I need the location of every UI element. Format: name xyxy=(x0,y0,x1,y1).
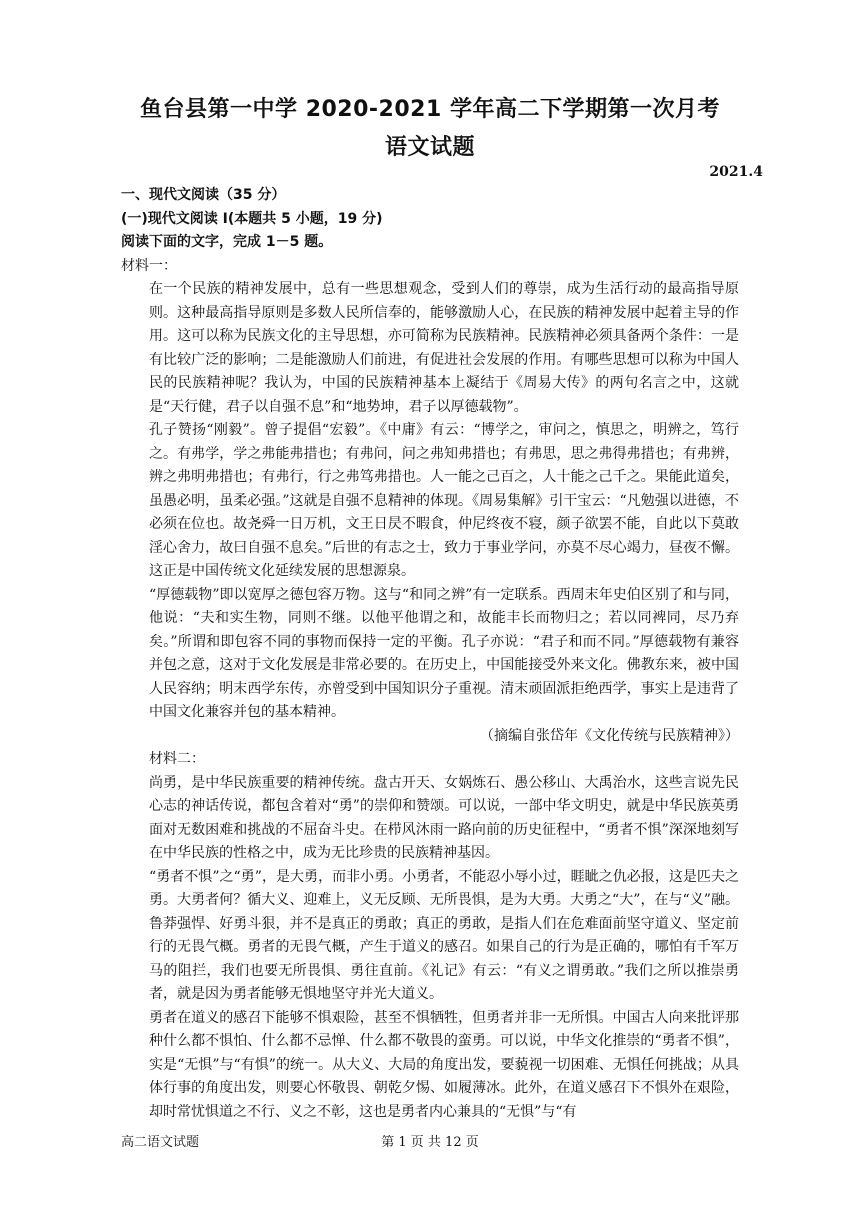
material-1-paragraph-3: “厚德载物”即以宽厚之德包容万物。这与“和同之辨”有一定联系。西周末年史伯区别了和与同，他说：“夫和实生物，同则不继。以他平他谓之和，故能丰长而物归之；若以同裨同，尽乃弃矣。”所谓和即包容不同的事物而保持一定的平衡。孔子亦说：“君子和而不同。”厚德载物有兼容并包之意，这对于文化发展是非常必要的。在历史上，中国能接受外来文化。佛教东来，被中国人民容纳；明末西学东传，亦曾受到中国知识分子重视。清末顽固派拒绝西学，事实上是违背了中国文化兼容并包的基本精神。 xyxy=(149,586,739,720)
exam-subtitle: 语文试题 xyxy=(384,135,475,160)
material-2-label: 材料二： xyxy=(149,751,205,767)
document-body xyxy=(121,184,739,1124)
sub-section-heading: (一)现代文阅读 I(本题共 5 小题，19 分) xyxy=(121,210,383,227)
material-1-paragraph-1: 在一个民族的精神发展中，总有一些思想观念，受到人们的尊崇，成为生活行动的最高指导原则。这种最高指导原则是多数人民所信奉的，能够激励人心，在民族的精神发展中起着主导的作用。这可以称为民族文化的主导思想，亦可简称为民族精神。民族精神必须具备两个条件：一是有比较广泛的影响；二是能激励人们前进，有促进社会发展的作用。有哪些思想可以称为中国人民的民族精神呢？我认为，中国的民族精神基本上凝结于《周易大传》的两句名言之中，这就是“天行健，君子以自强不息”和“地势坤，君子以厚德载物”。 xyxy=(149,281,739,415)
material-1-source: （摘编自张岱年《文化传统与民族精神》） xyxy=(480,727,739,744)
material-1-label: 材料一： xyxy=(121,257,177,274)
section-heading: 一、现代文阅读（35 分） xyxy=(121,187,286,203)
material-1-paragraph-2: 孔子赞扬“刚毅”。曾子提倡“宏毅”。《中庸》有云：“博学之，审问之，慎思之，明辨之，笃行之。有弗学，学之弗能弗措也；有弗问，问之弗知弗措也；有弗思，思之弗得弗措也；有弗辨，辨之弗明弗措也；有弗行，行之弗笃弗措也。人一能之己百之，人十能之己千之。果能此道矣，虽愚必明，虽柔必强。”这就是自强不息精神的体现。《周易集解》引干宝云：“凡勉强以进德，不必须在位也。故尧舜一日万机，文王日昃不暇食，仲尼终夜不寝，颜子欲罢不能，自此以下莫敢淫心舍力，故曰自强不息矣。”后世的有志之士，致力于事业学问，亦莫不尽心竭力，昼夜不懈。这正是中国传统文化延续发展的思想源泉。 xyxy=(149,422,739,579)
material-2-paragraph-1: 尚勇，是中华民族重要的精神传统。盘古开天、女娲炼石、愚公移山、大禹治水，这些言说先民心志的神话传说，都包含着对“勇”的崇仰和赞颂。可以说，一部中华文明史，就是中华民族英勇面对无数困难和挑战的不屈奋斗史。在栉风沐雨一路向前的历史征程中，“勇者不惧”深深地刻写在中华民族的性格之中，成为无比珍贵的民族精神基因。 xyxy=(149,774,739,861)
page-number: 第 1 页 共 12 页 xyxy=(381,1135,479,1150)
material-2-paragraph-3: 勇者在道义的感召下能够不惧艰险，甚至不惧牺牲，但勇者并非一无所惧。中国古人向来批评那种什么都不惧怕、什么都不忌惮、什么都不敬畏的蛮勇。可以说，中华文化推崇的“勇者不惧”，实是“无惧”与“有惧”的统一。从大义、大局的角度出发，要藐视一切困难、无惧任何挑战；从具体行事的角度出发，则要心怀敬畏、朝乾夕惕、如履薄冰。此外，在道义感召下不惧外在艰险，却时常忧惧道之不行、义之不彰，这也是勇者内心兼具的“无惧”与“有 xyxy=(149,1009,739,1120)
exam-date: 2021.4 xyxy=(709,164,763,180)
exam-title: 鱼台县第一中学 2020-2021 学年高二下学期第一次月考 xyxy=(140,97,720,122)
reading-instruction: 阅读下面的文字，完成 1－5 题。 xyxy=(121,234,333,250)
footer-subject: 高二语文试题 xyxy=(121,1135,200,1150)
material-2-paragraph-2: “勇者不惧”之“勇”，是大勇，而非小勇。小勇者，不能忍小辱小过，睚眦之仇必报，这是匹夫之勇。大勇者何？循大义、迎难上，义无反顾、无所畏惧，是为大勇。大勇之“大”，在与“义”融。鲁莽强悍、好勇斗狠，并不是真正的勇敢；真正的勇敢，是指人们在危难面前坚守道义、坚定前行的无畏气概。勇者的无畏气概，产生于道义的感召。如果自己的行为是正确的，哪怕有千军万马的阻拦，我们也要无所畏惧、勇往直前。《礼记》有云：“有义之谓勇敢。”我们之所以推崇勇者，就是因为勇者能够无惧地坚守并光大道义。 xyxy=(149,868,739,1002)
